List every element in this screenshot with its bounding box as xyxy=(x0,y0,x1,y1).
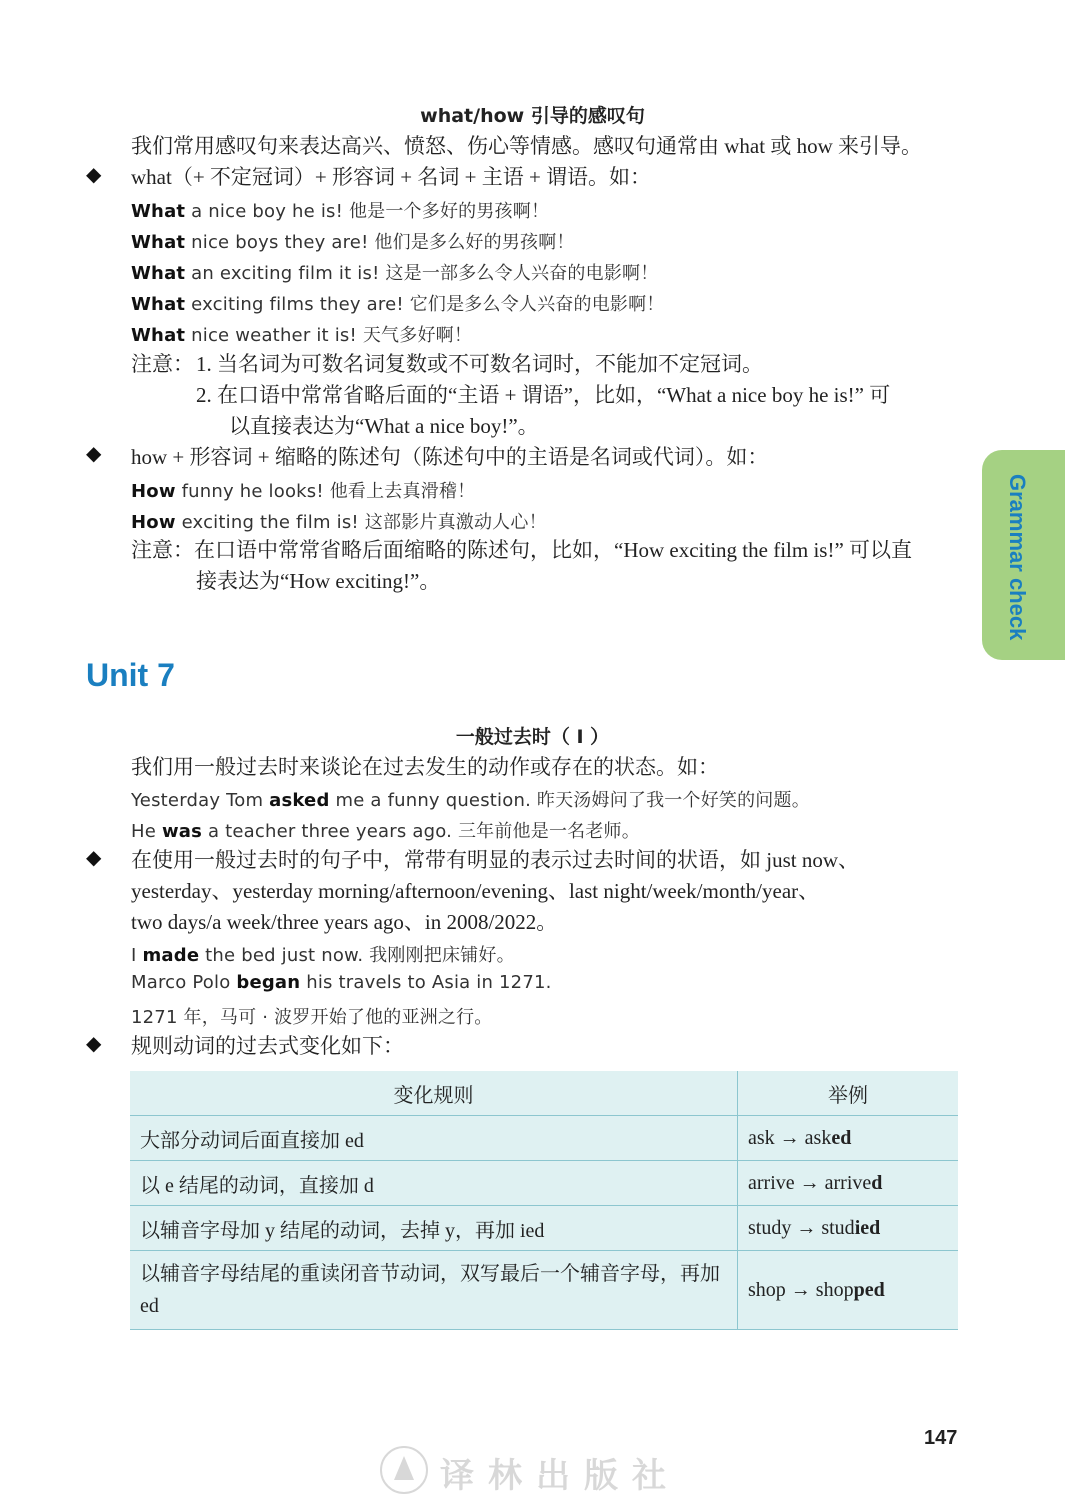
column-header-example: 举例 xyxy=(738,1071,959,1116)
section-intro: 我们常用感叹句来表达高兴、愤怒、伤心等情感。感叹句通常由 what 或 how 来引导。 xyxy=(131,134,922,158)
rule-cell: 大部分动词后面直接加 ed xyxy=(130,1116,738,1161)
example-line: Yesterday Tom asked me a funny question. 昨天汤姆问了我一个好笑的问题。 xyxy=(131,790,810,811)
tab-label: Grammar check xyxy=(1005,474,1030,641)
note-3-line-2: 接表达为“How exciting!”。 xyxy=(196,569,441,593)
section-title-past-simple: 一般过去时（ I ） xyxy=(455,726,610,748)
publisher-watermark: 译林出版社 xyxy=(440,1456,680,1496)
page-number: 147 xyxy=(924,1427,958,1449)
example-line: How exciting the film is! 这部影片真激动人心！ xyxy=(131,512,547,533)
table-header-row xyxy=(130,1071,958,1116)
note-2-line-2: 以直接表达为“What a nice boy!”。 xyxy=(229,414,539,438)
note-label: 注意： xyxy=(131,352,194,376)
section-intro: 我们用一般过去时来谈论在过去发生的动作或存在的状态。如： xyxy=(131,755,719,779)
example-translation: 1271 年，马可 · 波罗开始了他的亚洲之行。 xyxy=(131,1007,493,1028)
diamond-bullet-icon: ◆ xyxy=(86,441,102,465)
unit-title: Unit 7 xyxy=(86,657,175,693)
rule-cell: 以辅音字母结尾的重读闭音节动词，双写最后一个辅音字母，再加 ed xyxy=(130,1251,738,1330)
example-line: What nice weather it is! 天气多好啊！ xyxy=(131,325,473,346)
diamond-bullet-icon: ◆ xyxy=(86,162,102,186)
publisher-logo-icon xyxy=(380,1446,428,1494)
rule-cell: 以辅音字母加 y 结尾的动词，去掉 y，再加 ied xyxy=(130,1206,738,1251)
example-line: What an exciting film it is! 这是一部多么令人兴奋的电影啊！ xyxy=(131,263,659,284)
rule-cell: 以 e 结尾的动词，直接加 d xyxy=(130,1161,738,1206)
example-line: Marco Polo began his travels to Asia in 1271. xyxy=(131,972,552,993)
note-1: 1. 当名词为可数名词复数或不可数名词时，不能加不定冠词。 xyxy=(196,352,763,376)
example-cell: ask → asked xyxy=(738,1116,959,1161)
table-row xyxy=(130,1206,958,1251)
section-title-exclamations: what/how 引导的感叹句 xyxy=(420,105,645,127)
column-header-rule: 变化规则 xyxy=(130,1071,738,1116)
bullet-time-adverbials-line-2: yesterday、yesterday morning/afternoon/evening、last night/week/month/year、 xyxy=(131,879,820,903)
example-cell: study → studied xyxy=(738,1206,959,1251)
bullet-regular-verbs: 规则动词的过去式变化如下： xyxy=(131,1034,404,1058)
example-cell: shop → shopped xyxy=(738,1251,959,1330)
table-row xyxy=(130,1251,958,1330)
table-row xyxy=(130,1116,958,1161)
example-line: He was a teacher three years ago. 三年前他是一名老师。 xyxy=(131,821,640,842)
example-line: What a nice boy he is! 他是一个多好的男孩啊！ xyxy=(131,201,550,222)
table-row xyxy=(130,1161,958,1206)
example-line: I made the bed just now. 我刚刚把床铺好。 xyxy=(131,945,515,966)
note-3-line-1: 注意：在口语中常常省略后面缩略的陈述句，比如，“How exciting the film is!” 可以直 xyxy=(131,538,913,562)
note-2-line-1: 2. 在口语中常常省略后面的“主语 + 谓语”，比如，“What a nice boy he is!” 可 xyxy=(196,383,891,407)
diamond-bullet-icon: ◆ xyxy=(86,845,102,869)
bullet-time-adverbials-line-1: 在使用一般过去时的句子中，常带有明显的表示过去时间的状语，如 just now、 xyxy=(131,848,860,872)
example-line: How funny he looks! 他看上去真滑稽！ xyxy=(131,481,476,502)
example-cell: arrive → arrived xyxy=(738,1161,959,1206)
bullet-time-adverbials-line-3: two days/a week/three years ago、in 2008/2022。 xyxy=(131,910,558,934)
bullet-how-rule: how + 形容词 + 缩略的陈述句（陈述句中的主语是名词或代词）。如： xyxy=(131,445,769,469)
example-line: What nice boys they are! 他们是多么好的男孩啊！ xyxy=(131,232,575,253)
past-tense-rules-table xyxy=(130,1071,958,1330)
bullet-what-rule: what（+ 不定冠词）+ 形容词 + 名词 + 主语 + 谓语。如： xyxy=(131,165,652,189)
diamond-bullet-icon: ◆ xyxy=(86,1031,102,1055)
example-line: What exciting films they are! 它们是多么令人兴奋的电影啊！ xyxy=(131,294,665,315)
grammar-check-tab xyxy=(982,450,1065,660)
